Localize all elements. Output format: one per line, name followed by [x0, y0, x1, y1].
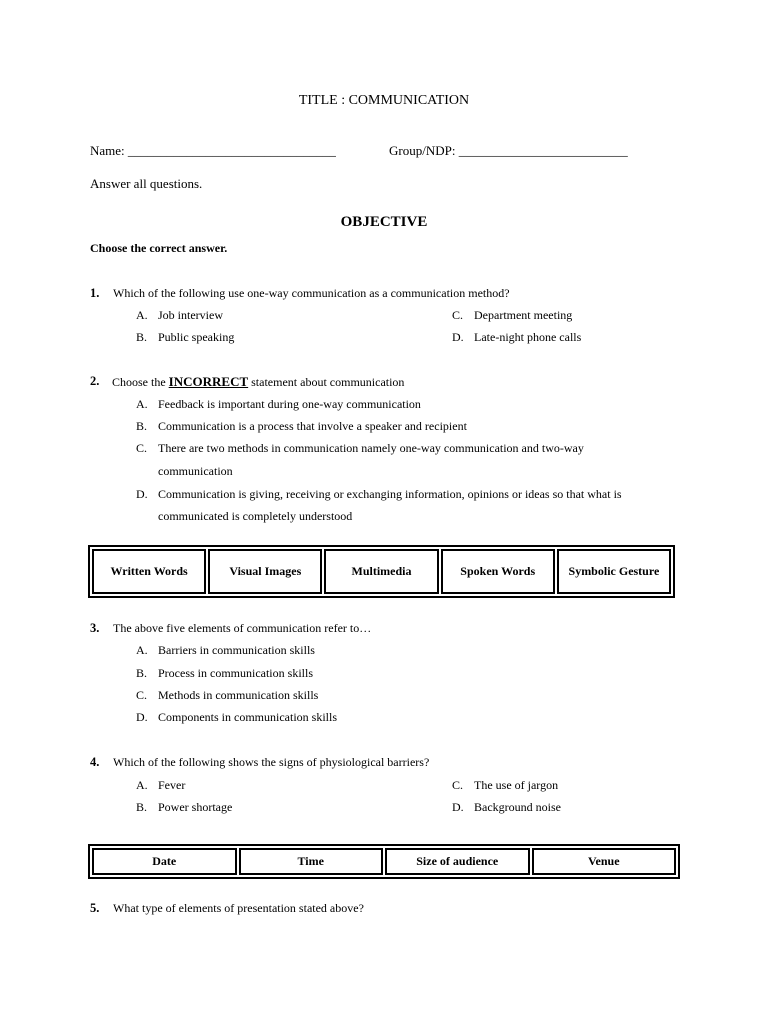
section-heading: OBJECTIVE	[340, 214, 428, 230]
option-text: Communication is giving, receiving or exchanging information, opinions or ideas so that what is	[158, 487, 622, 501]
option-letter: D.	[136, 710, 148, 724]
option-text: Feedback is important during one-way communication	[158, 397, 421, 411]
section-subheading: Choose the correct answer.	[90, 241, 228, 255]
option-letter: C.	[452, 308, 464, 322]
question-text-part: Choose the	[112, 375, 169, 389]
option-text: Methods in communication skills	[158, 688, 319, 702]
option-letter: C.	[452, 778, 464, 792]
option-letter: C.	[136, 688, 148, 702]
table-cell: Symbolic Gesture	[557, 549, 671, 594]
option-letter: A.	[136, 308, 148, 322]
table-cell: Written Words	[92, 549, 206, 594]
option-letter: A.	[136, 643, 148, 657]
name-field-label: Name: ________________________________	[90, 143, 336, 158]
option-text: Process in communication skills	[158, 666, 313, 680]
option-text: Department meeting	[474, 308, 573, 322]
table-cell: Size of audience	[385, 848, 530, 875]
table-cell: Venue	[532, 848, 677, 875]
option-text: Communication is a process that involve a speaker and recipient	[158, 419, 467, 433]
table-cell: Multimedia	[324, 549, 438, 594]
question-text: The above five elements of communication refer to…	[113, 621, 372, 635]
option-text: The use of jargon	[474, 778, 559, 792]
table-cell: Date	[92, 848, 237, 875]
option-text-continued: communicated is completely understood	[158, 509, 353, 523]
option-text: Barriers in communication skills	[158, 643, 315, 657]
table-cell: Time	[239, 848, 384, 875]
option-letter: B.	[136, 800, 148, 814]
option-text: Components in communication skills	[158, 710, 337, 724]
table-cell: Visual Images	[208, 549, 322, 594]
option-text: Fever	[158, 778, 186, 792]
option-letter: B.	[136, 330, 148, 344]
elements-table	[88, 545, 675, 598]
option-letter: D.	[452, 330, 464, 344]
group-field-label: Group/NDP: __________________________	[389, 143, 628, 158]
question-text-part: statement about communication	[248, 375, 405, 389]
option-letter: C.	[136, 441, 148, 455]
question-text: What type of elements of presentation stated above?	[113, 901, 364, 915]
option-text: Job interview	[158, 308, 223, 322]
option-letter: A.	[136, 778, 148, 792]
option-text: Power shortage	[158, 800, 233, 814]
instruction-text: Answer all questions.	[90, 176, 203, 191]
option-letter: A.	[136, 397, 148, 411]
question-number: 3.	[90, 621, 100, 635]
question-text: Which of the following shows the signs of physiological barriers?	[113, 755, 430, 769]
table-cell: Spoken Words	[441, 549, 555, 594]
option-letter: D.	[136, 487, 148, 501]
emphasis-word: INCORRECT	[168, 374, 249, 389]
option-letter: B.	[136, 419, 148, 433]
option-text: There are two methods in communication namely one-way communication and two-way	[158, 441, 584, 455]
option-text: Late-night phone calls	[474, 330, 582, 344]
presentation-table	[88, 844, 680, 879]
question-text	[112, 374, 404, 390]
question-number: 4.	[90, 755, 100, 769]
question-text: Which of the following use one-way communication as a communication method?	[113, 286, 510, 300]
option-text-continued: communication	[158, 464, 233, 478]
option-text: Public speaking	[158, 330, 235, 344]
question-number: 1.	[90, 286, 100, 300]
question-number: 2.	[90, 374, 100, 388]
option-letter: B.	[136, 666, 148, 680]
option-text: Background noise	[474, 800, 561, 814]
document-title: TITLE : COMMUNICATION	[298, 93, 470, 108]
question-number: 5.	[90, 901, 100, 915]
option-letter: D.	[452, 800, 464, 814]
